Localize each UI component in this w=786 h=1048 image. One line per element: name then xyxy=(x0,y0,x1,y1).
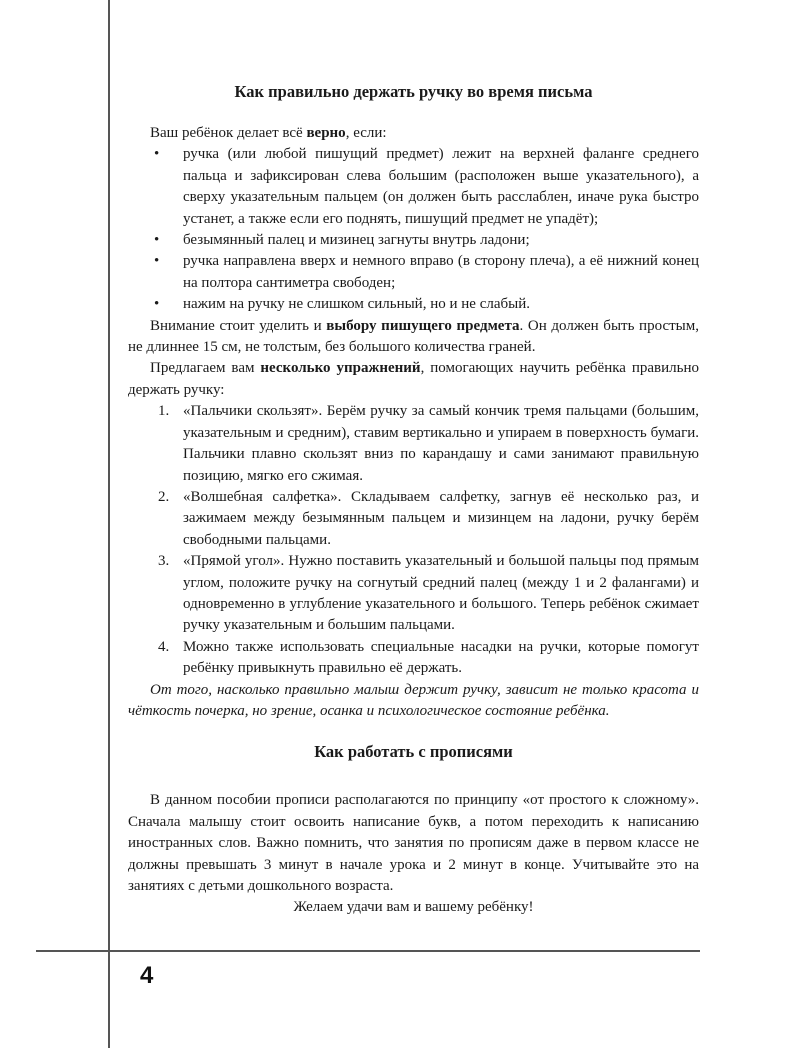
list-item: • ручка (или любой пишущий предмет) лежит на верхней фаланге среднего пальца и зафиксирован слева большим (расположен выше указательного), а сверху указательным пальцем (он должен быть расслаблен, иначе рука быстро устанет, а также если его поднять, пишущий предмет не упадёт); xyxy=(154,146,699,227)
emphasis-writing-tool: выбору пишущего предмета xyxy=(326,317,520,334)
margin-vertical-rule xyxy=(108,0,110,1048)
wish-line: Желаем удачи вам и вашему ребёнку! xyxy=(293,899,534,916)
section-title-copybooks: Как работать с прописями xyxy=(314,742,513,762)
footer-horizontal-rule xyxy=(36,950,700,952)
exercise-list xyxy=(128,401,699,679)
exercise-number: 2. xyxy=(158,488,170,505)
offer-paragraph: Предлагаем вам несколько упражнений, помогающих научить ребёнка правильно держать ручку: xyxy=(128,360,699,398)
section-title-holding-pen: Как правильно держать ручку во время письма xyxy=(234,82,593,101)
conclusion-paragraph: От того, насколько правильно малыш держит ручку, зависит не только красота и чёткость почерка, но зрение, осанка и психологическое состояние ребёнка. xyxy=(128,681,699,719)
copybook-paragraph: В данном пособии прописи располагаются по принципу «от простого к сложному». Сначала малышу стоит освоить написание букв, а потом переходить к написанию иностранных слов. Важно помнить, что занятия по прописям даже в первом классе не должны превышать 3 минут в начале урока и 2 минут в конце. Учитывайте это на занятиях с детьми дошкольного возраста. xyxy=(128,792,699,894)
grip-checklist xyxy=(128,144,699,315)
exercise-item: 3. «Прямой угол». Нужно поставить указательный и большой пальцы под прямым углом, положите ручку на согнутый средний палец (между 1 и 2 фалангами) и одновременно в углубление указательного и большого. Теперь ребёнок сжимает ручку указательным и большим пальцами. xyxy=(158,553,699,634)
list-item: • ручка направлена вверх и немного вправо (в сторону плеча), а её нижний конец на полтора сантиметра свободен; xyxy=(154,253,699,291)
exercise-item: 2. «Волшебная салфетка». Складываем салфетку, загнув её несколько раз, и зажимаем между безымянным пальцем и мизинцем на ладони, ручку берём свободными пальцами. xyxy=(158,488,699,548)
exercise-number: 1. xyxy=(158,403,170,420)
exercise-item: 4. Можно также использовать специальные насадки на ручки, которые помогут ребёнку привыкнуть правильно её держать. xyxy=(158,638,699,677)
emphasis-correct: верно xyxy=(306,125,346,141)
list-item: • безымянный палец и мизинец загнуты внутрь ладони; xyxy=(128,230,699,251)
intro-paragraph: Ваш ребёнок делает всё верно, если: xyxy=(150,125,387,141)
list-item: • нажим на ручку не слишком сильный, но и не слабый. xyxy=(128,294,699,315)
bullet-icon: • xyxy=(154,232,160,249)
bullet-icon: • xyxy=(154,296,160,313)
emphasis-exercises: несколько упражнений xyxy=(260,360,421,377)
page-content xyxy=(128,80,699,919)
bullet-icon: • xyxy=(154,146,160,163)
attention-paragraph: Внимание стоит уделить и выбору пишущего предмета. Он должен быть простым, не длиннее 15 см, не толстым, без большого количества граней. xyxy=(128,317,699,356)
bullet-icon: • xyxy=(154,253,160,270)
exercise-number: 3. xyxy=(158,553,170,570)
exercise-item: 1. «Пальчики скользят». Берём ручку за самый кончик тремя пальцами (большим, указательным и средним), ставим вертикально и упираем в поверхность бумаги. Пальчики плавно скользят вниз по карандашу и сами занимают правильную позицию, мягко его сжимая. xyxy=(158,403,699,484)
exercise-number: 4. xyxy=(158,638,170,655)
page-number: 4 xyxy=(140,962,154,989)
